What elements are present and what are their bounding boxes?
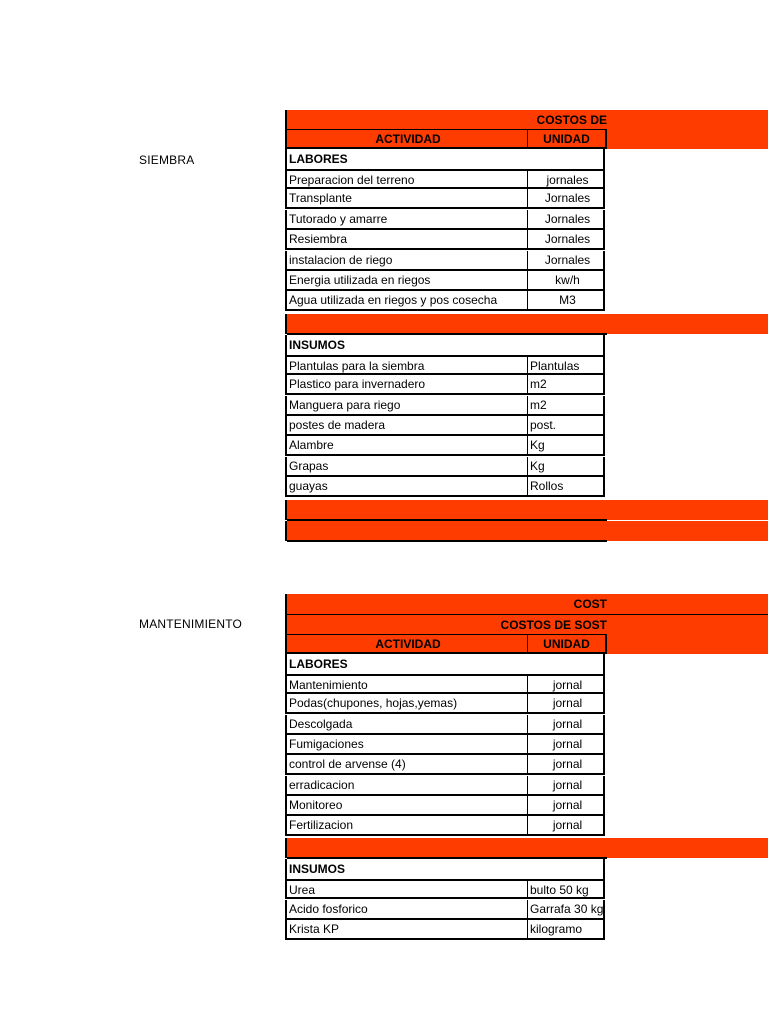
cell-actividad: erradicacion: [289, 777, 355, 792]
siembra-header-row: [285, 129, 768, 149]
table-row: [285, 375, 605, 395]
cell-unidad: jornal: [527, 796, 607, 814]
cell-unidad: jornal: [527, 776, 607, 794]
mantenimiento-header-row: [285, 634, 768, 654]
cell-actividad: Alambre: [289, 438, 334, 453]
table-row: [285, 477, 605, 497]
cell-actividad: Grapas: [289, 458, 329, 473]
cell-unidad: Garrafa 30 kg: [527, 900, 607, 918]
cell-actividad: Plastico para invernadero: [289, 377, 426, 392]
table-row: [285, 816, 605, 836]
cell-actividad: Descolgada: [289, 716, 353, 731]
cell-actividad: Preparacion del terreno: [289, 173, 415, 187]
cell-unidad: m2: [527, 396, 607, 414]
table-row: [285, 920, 605, 940]
cell-unidad: Kg: [527, 436, 607, 454]
col-header-actividad: ACTIVIDAD: [287, 634, 527, 654]
cell-actividad: Plantulas para la siembra: [289, 358, 425, 373]
cell-actividad: Fumigaciones: [289, 736, 364, 751]
table-row: [285, 900, 605, 920]
siembra-insumos-subtotal-bar: [285, 500, 768, 520]
table-row: [285, 396, 605, 416]
table-row: [285, 230, 605, 250]
cell-actividad: Krista KP: [289, 922, 340, 937]
cell-unidad: jornales: [527, 171, 607, 187]
cell-unidad: jornal: [527, 694, 607, 712]
cell-unidad: Kg: [527, 457, 607, 475]
cell-unidad: Rollos: [527, 477, 607, 495]
table-row: [285, 169, 605, 189]
insumos-label: INSUMOS: [289, 337, 346, 352]
cell-actividad: Urea: [289, 883, 316, 898]
table-row: [285, 271, 605, 291]
table-row: [285, 416, 605, 436]
table-row: [285, 879, 605, 899]
cell-actividad: Resiembra: [289, 232, 348, 247]
table-row: [285, 457, 605, 477]
mantenimiento-labores-heading: [285, 654, 605, 674]
mantenimiento-subtitle: COSTOS DE SOST: [500, 618, 607, 632]
table-row: [285, 291, 605, 311]
cell-unidad: Jornales: [527, 230, 607, 248]
table-row: [285, 694, 605, 714]
cell-actividad: Tutorado y amarre: [289, 211, 388, 226]
cell-actividad: postes de madera: [289, 418, 386, 432]
cell-actividad: Energia utilizada en riegos: [289, 273, 431, 287]
cell-unidad: M3: [527, 291, 607, 309]
cell-actividad: Transplante: [289, 191, 352, 206]
siembra-title: COSTOS DE: [536, 113, 607, 127]
cell-unidad: Jornales: [527, 189, 607, 207]
table-row: [285, 796, 605, 816]
table-row: [285, 674, 605, 694]
table-row: [285, 436, 605, 456]
table-row: [285, 776, 605, 796]
cell-actividad: Mantenimiento: [289, 678, 368, 692]
section-label-mantenimiento: MANTENIMIENTO: [139, 617, 243, 631]
cell-unidad: bulto 50 kg: [527, 881, 607, 897]
cell-actividad: Agua utilizada en riegos y pos cosecha: [289, 293, 498, 308]
table-row: [285, 355, 605, 375]
siembra-labores-subtotal-bar: [285, 314, 768, 334]
cell-unidad: jornal: [527, 676, 607, 692]
insumos-heading: [285, 859, 605, 879]
mantenimiento-subtitle-bar: [285, 614, 768, 634]
siembra-total-bar: [285, 521, 768, 541]
cell-unidad: kilogramo: [527, 920, 607, 938]
insumos-label: INSUMOS: [289, 862, 346, 877]
col-header-unidad: UNIDAD: [527, 634, 607, 654]
section-label-siembra: SIEMBRA: [139, 153, 195, 167]
mantenimiento-title: COST: [573, 597, 607, 611]
table-row: [285, 755, 605, 775]
cell-unidad: jornal: [527, 735, 607, 753]
cell-actividad: control de arvense (4): [289, 757, 406, 772]
table-row: [285, 715, 605, 735]
cell-unidad: Jornales: [527, 251, 607, 269]
insumos-heading: [285, 335, 605, 355]
labores-label: LABORES: [289, 152, 348, 166]
table-row: [285, 189, 605, 209]
cell-actividad: Podas(chupones, hojas,yemas): [289, 696, 458, 711]
siembra-title-bar: [285, 110, 768, 130]
cell-actividad: Acido fosforico: [289, 901, 368, 916]
cell-unidad: jornal: [527, 755, 607, 773]
table-row: [285, 735, 605, 755]
col-header-unidad: UNIDAD: [527, 129, 607, 149]
siembra-labores-heading: [285, 149, 605, 169]
cell-unidad: m2: [527, 375, 607, 393]
cell-unidad: post.: [527, 416, 607, 434]
cell-unidad: Plantulas: [527, 357, 607, 373]
cell-actividad: instalacion de riego: [289, 252, 393, 267]
labores-label: LABORES: [289, 657, 348, 671]
cell-unidad: kw/h: [527, 271, 607, 289]
cell-unidad: jornal: [527, 715, 607, 733]
cell-actividad: Monitoreo: [289, 797, 343, 812]
table-row: [285, 251, 605, 271]
table-row: [285, 210, 605, 230]
cell-actividad: Fertilizacion: [289, 818, 354, 833]
cell-unidad: Jornales: [527, 210, 607, 228]
cell-actividad: guayas: [289, 479, 328, 494]
col-header-actividad: ACTIVIDAD: [287, 129, 527, 149]
mantenimiento-labores-subtotal-bar: [285, 838, 768, 858]
mantenimiento-title-bar: [285, 594, 768, 614]
cell-actividad: Manguera para riego: [289, 397, 401, 412]
cell-unidad: jornal: [527, 816, 607, 834]
